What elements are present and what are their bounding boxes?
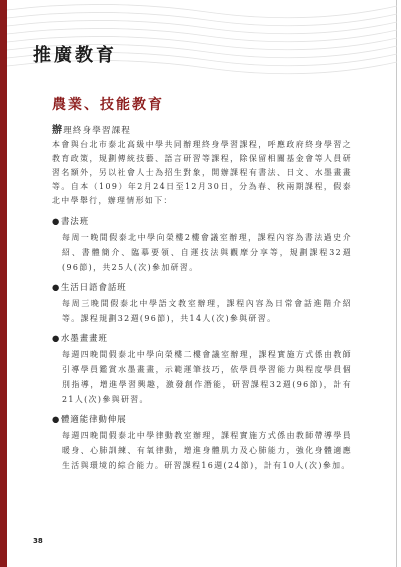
course-name [52,413,352,425]
intro-paragraph: 本會與台北市泰北高級中學共同辦理終身學習課程，呼應政府終身學習之教育政策，規劃傳統技藝、語言研習等課程，除保留相關基金會等人員研習名額外，另以社會人士為招生對象，開辦課程有書法、日文、水墨畫畫等。自本（109）年2月24日至12月30日，分為春、秋兩期課程，假泰北中學舉行，辦理情形如下： [52,140,352,205]
right-edge-rule [396,0,397,567]
course-list [52,215,352,479]
course-name-text: 書法班 [61,216,90,226]
bullet-icon: ● [52,333,61,343]
course-name [52,332,352,344]
subheading-drop-char: 辦 [52,125,64,136]
course-name-text: 水墨畫畫班 [61,333,108,343]
bullet-icon: ● [52,282,61,292]
course-item [52,281,352,326]
bullet-icon: ● [52,216,61,226]
chapter-title: 農業、技能教育 [52,97,164,113]
subheading [52,121,131,136]
course-description: 每週四晚間假泰北中學律動教室辦理，課程實施方式係由教師帶導學員暖身、心肺訓練、有氧律動，增進身體肌力及心肺能力，強化身體適應生活與環境的綜合能力。研習課程16週(24節)，計有10人(次)參加。 [62,431,352,470]
course-name-text: 體適能律動伸展 [61,414,127,424]
course-description: 每週四晚間假泰北中學向榮樓二樓會議室辦理，課程實施方式係由教師引導學員鑑賞水墨畫畫，示範運筆技巧，依學員學習能力與程度學員個別指導，增進學習興趣，激發創作潛能，研習課程32週(96節)，計有21人(次)參與研習。 [62,350,352,404]
course-description: 每周三晚間假泰北中學語文教室辦理，課程內容為日常會話進階介紹等。課程規劃32週(96節)，共14人(次)參與研習。 [62,299,352,323]
course-item [52,413,352,473]
bullet-icon: ● [52,414,61,424]
course-name [52,281,352,293]
page-number: 38 [33,537,43,545]
header-wave-decoration [7,0,397,80]
subheading-text: 理終身學習課程 [63,126,132,136]
left-accent-bar [0,0,7,567]
course-description: 每周一晚間假泰北中學向榮樓2樓會議室辦理，課程內容為書法過史介紹、書體簡介、臨摹要領、自運技法與觀摩分享等，規劃課程32週(96節)，共25人(次)參加研習。 [62,233,352,272]
course-name [52,215,352,227]
course-item [52,332,352,407]
course-name-text: 生活日語會話班 [61,282,127,292]
course-item [52,215,352,275]
section-title: 推廣教育 [33,45,117,66]
